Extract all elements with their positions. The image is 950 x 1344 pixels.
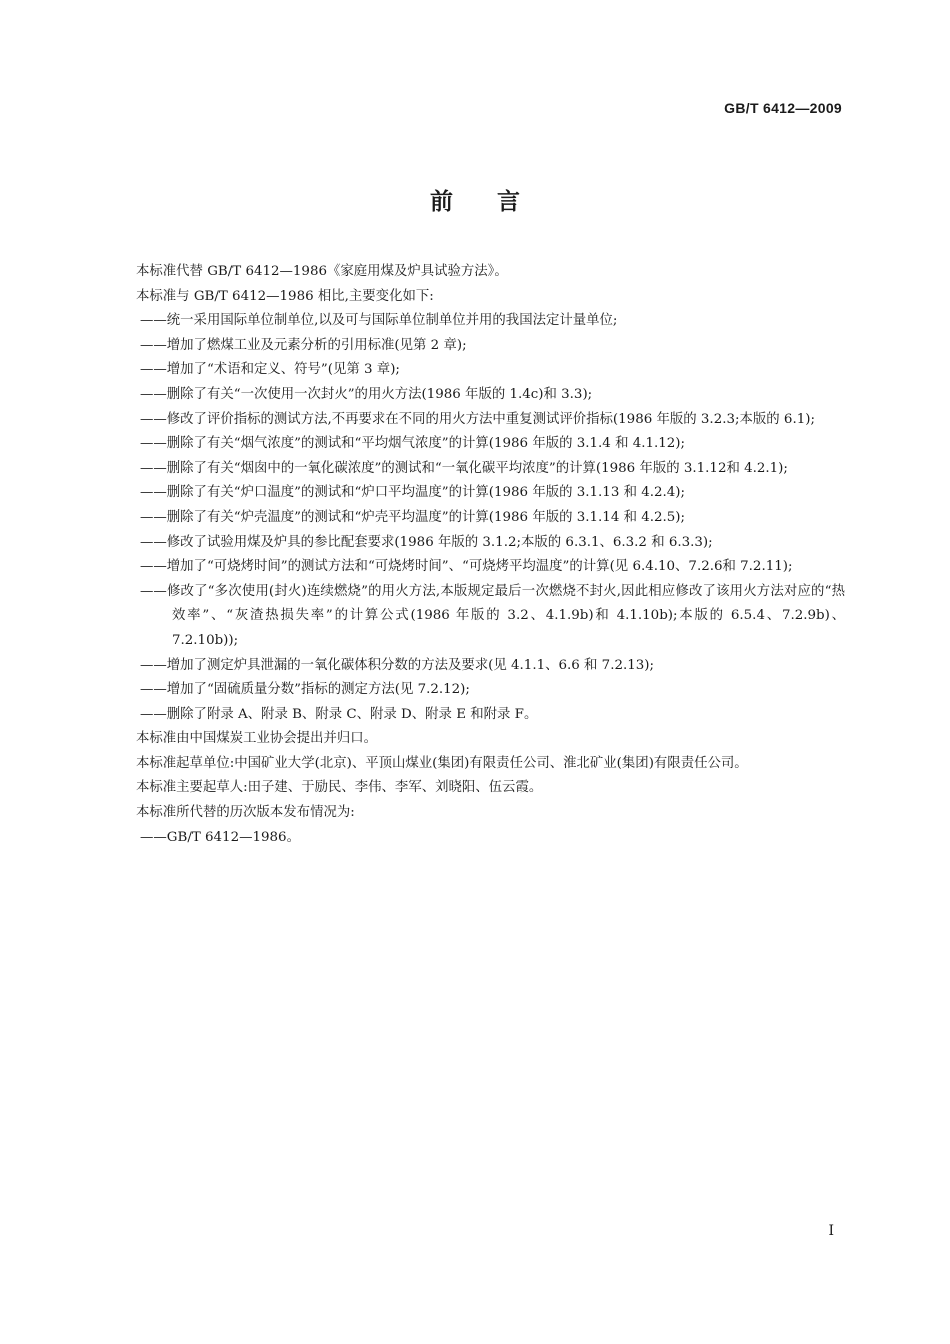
change-item: ——修改了试验用煤及炉具的参比配套要求(1986 年版的 3.1.2;本版的 6.3.1、6.3.2 和 6.3.3); [140,534,713,550]
change-item: ——删除了有关“炉口温度”的测试和“炉口平均温度”的计算(1986 年版的 3.1.13 和 4.2.4); [140,485,686,501]
intro-paragraph: 本标准与 GB/T 6412—1986 相比,主要变化如下: [136,288,434,304]
change-item: ——删除了有关“烟气浓度”的测试和“平均烟气浓度”的计算(1986 年版的 3.1.4 和 4.1.12); [140,436,686,452]
change-item: ——删除了附录 A、附录 B、附录 C、附录 D、附录 E 和附录 F。 [140,706,538,722]
standard-code: GB/T 6412—2009 [724,100,842,116]
change-item: ——增加了“固硫质量分数”指标的测定方法(见 7.2.12); [140,682,470,698]
change-item: ——增加了“术语和定义、符号”(见第 3 章); [140,362,400,378]
closing-paragraph: 本标准起草单位:中国矿业大学(北京)、平顶山煤业(集团)有限责任公司、淮北矿业(集团)有限责任公司。 [136,755,748,771]
change-item: ——增加了燃煤工业及元素分析的引用标准(见第 2 章); [140,337,467,353]
change-item: ——增加了测定炉具泄漏的一氧化碳体积分数的方法及要求(见 4.1.1、6.6 和 7.2.13); [140,657,655,673]
page-title: 前言 [430,189,564,215]
change-item: ——删除了有关“烟囱中的一氧化碳浓度”的测试和“一氧化碳平均浓度”的计算(1986 年版的 3.1.12和 4.2.1); [140,460,788,476]
closing-paragraph: 本标准所代替的历次版本发布情况为: [136,805,355,821]
change-item: ——删除了有关“一次使用一次封火”的用火方法(1986 年版的 1.4c)和 3.3); [140,386,593,402]
change-item: ——增加了“可烧烤时间”的测试方法和“可烧烤时间”、“可烧烤平均温度”的计算(见 6.4.10、7.2.6和 7.2.11); [140,559,793,575]
page-number: I [828,1223,834,1239]
intro-paragraph: 本标准代替 GB/T 6412—1986《家庭用煤及炉具试验方法》。 [136,264,508,279]
document-body [109,260,845,850]
history-item: ——GB/T 6412—1986。 [140,829,300,845]
closing-paragraph: 本标准由中国煤炭工业协会提出并归口。 [136,731,378,747]
change-item: ——删除了有关“炉壳温度”的测试和“炉壳平均温度”的计算(1986 年版的 3.1.14 和 4.2.5); [140,509,686,525]
change-item: ——统一采用国际单位制单位,以及可与国际单位制单位并用的我国法定计量单位; [140,313,618,329]
change-item: ——修改了评价指标的测试方法,不再要求在不同的用火方法中重复测试评价指标(1986 年版的 3.2.3;本版的 6.1); [140,411,815,427]
closing-paragraph: 本标准主要起草人:田子建、于励民、李伟、李军、刘晓阳、伍云霞。 [136,780,543,796]
change-item: ——修改了“多次使用(封火)连续燃烧”的用火方法,本版规定最后一次燃烧不封火,因此相应修改了该用火方法对应的“热效率”、“灰渣热损失率”的计算公式(1986 年版的 3.2、4.1.9b)和 4.1.10b);本版的 6.5.4、7.2.9b)、7.2.10b)); [140,583,845,648]
